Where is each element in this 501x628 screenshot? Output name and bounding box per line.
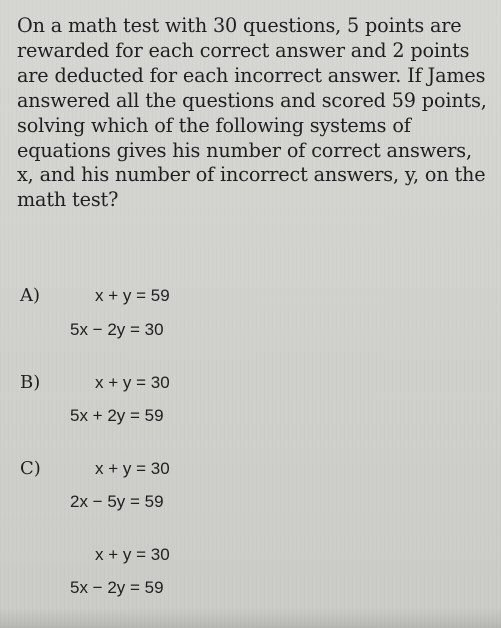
choice-a-letter: A) [20,285,41,306]
question-text: On a math test with 30 questions, 5 points are rewarded for each correct answer and 2 points are deducted for each incorrect answer. If James answered all the questions and scored 59 points, solving which of the following systems of equations gives his number of correct answers, x, and his number of incorrect answers, y, on the math test? [17,14,487,212]
choice-a-equation-1: x + y = 59 [95,286,170,305]
choice-b-equation-1: x + y = 30 [95,373,170,392]
choice-c-equation-2: 2x − 5y = 59 [70,492,164,511]
choice-d-equation-2: 5x − 2y = 59 [70,578,164,597]
choice-b-letter: B) [20,372,41,393]
choice-d-equation-1: x + y = 30 [95,545,170,564]
choice-c-letter: C) [20,458,41,479]
choice-a-equation-2: 5x − 2y = 30 [70,320,164,339]
choice-b-equation-2: 5x + 2y = 59 [70,406,164,425]
page-bottom-shadow [0,608,501,628]
choice-c-equation-1: x + y = 30 [95,459,170,478]
